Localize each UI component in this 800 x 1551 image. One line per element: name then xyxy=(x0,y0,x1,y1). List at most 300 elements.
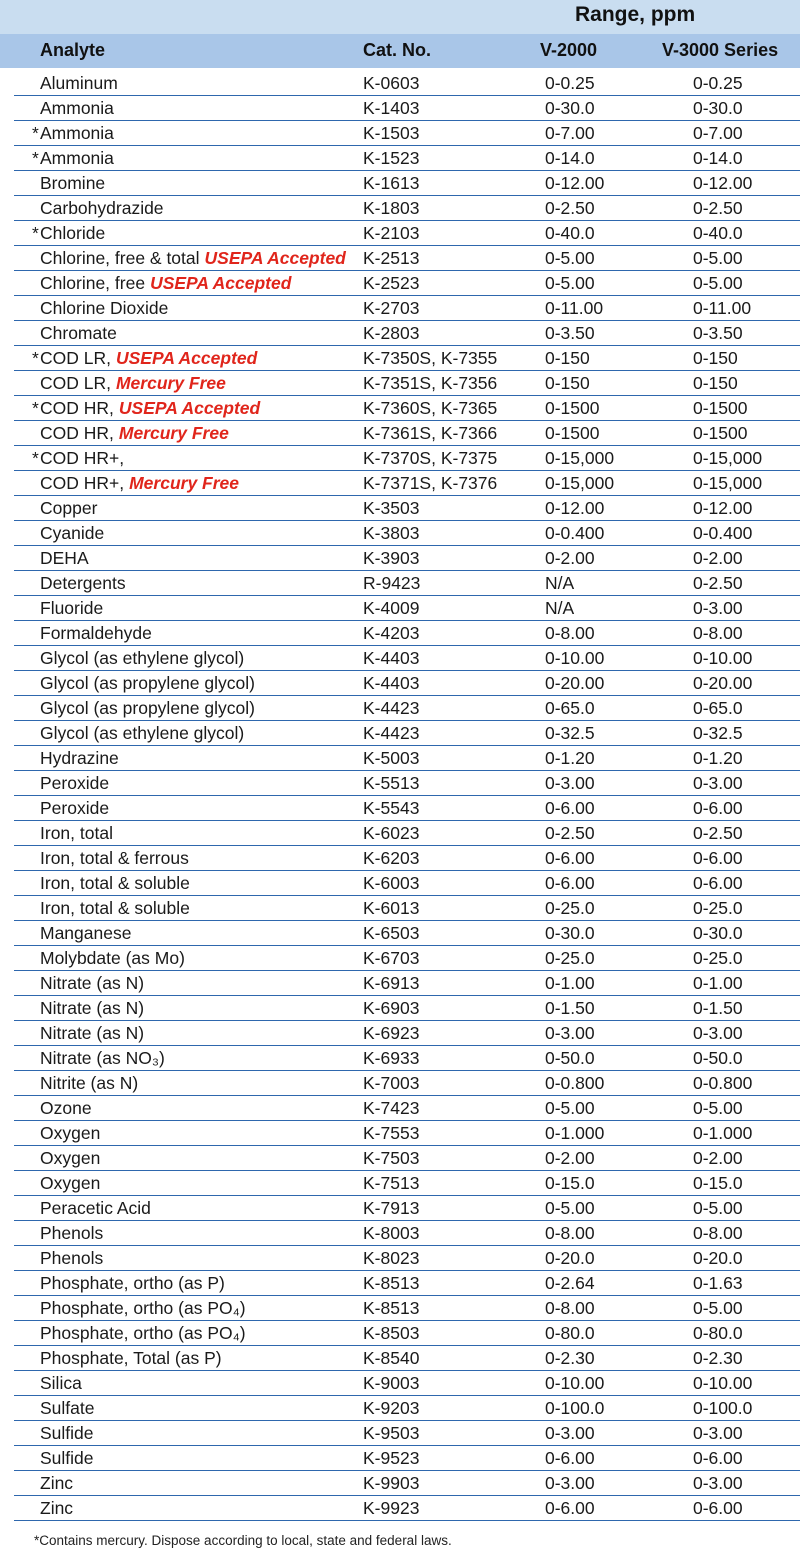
cat-no: K-1403 xyxy=(363,98,420,118)
cat-no: K-7003 xyxy=(363,1073,420,1093)
analyte-name: Glycol (as propylene glycol) xyxy=(40,673,255,693)
table-row xyxy=(14,246,800,271)
cat-no: K-9003 xyxy=(363,1373,420,1393)
cat-no: R-9423 xyxy=(363,573,421,593)
table-row xyxy=(14,696,800,721)
table-row xyxy=(14,471,800,496)
table-row xyxy=(14,146,800,171)
table-row xyxy=(14,546,800,571)
mercury-marker: * xyxy=(32,398,39,418)
analyte-name: Molybdate (as Mo) xyxy=(40,948,185,968)
analyte-name: Formaldehyde xyxy=(40,623,152,643)
analyte-table-body xyxy=(0,71,800,1521)
table-row xyxy=(14,1121,800,1146)
table-row xyxy=(14,821,800,846)
accreditation-note: Mercury Free xyxy=(129,473,240,493)
v2000-range: 0-6.00 xyxy=(545,1498,595,1518)
analyte-name xyxy=(40,472,239,494)
v2000-range: 0-10.00 xyxy=(545,1373,605,1393)
v3000-range: 0-5.00 xyxy=(693,1198,743,1218)
v3000-range: 0-6.00 xyxy=(693,1448,743,1468)
analyte-name: Silica xyxy=(40,1373,82,1393)
analyte-name: Phosphate, Total (as P) xyxy=(40,1348,222,1368)
v3000-range: 0-1.000 xyxy=(693,1123,753,1143)
v2000-range: 0-15,000 xyxy=(545,448,615,468)
analyte-name: Oxygen xyxy=(40,1173,101,1193)
cat-no: K-4403 xyxy=(363,648,420,668)
analyte-name: Fluoride xyxy=(40,598,104,618)
v3000-range: 0-6.00 xyxy=(693,1498,743,1518)
analyte-name: Oxygen xyxy=(40,1148,101,1168)
cat-no: K-2513 xyxy=(363,248,420,268)
analyte-name: Manganese xyxy=(40,923,132,943)
cat-no: K-7361S, K-7366 xyxy=(363,423,498,443)
analyte-name xyxy=(40,347,257,369)
analyte-name: Ammonia xyxy=(40,123,114,143)
table-row xyxy=(14,571,800,596)
v3000-range: 0-10.00 xyxy=(693,648,753,668)
accreditation-note: USEPA Accepted xyxy=(204,248,346,268)
v2000-range: 0-30.0 xyxy=(545,98,595,118)
analyte-name xyxy=(40,247,346,269)
analyte-name: Sulfate xyxy=(40,1398,95,1418)
cat-no: K-7371S, K-7376 xyxy=(363,473,498,493)
accreditation-note: USEPA Accepted xyxy=(115,348,258,368)
table-row xyxy=(14,121,800,146)
table-row xyxy=(14,1046,800,1071)
table-row xyxy=(14,96,800,121)
v3000-range: 0-3.00 xyxy=(693,598,743,618)
v3000-range: 0-8.00 xyxy=(693,1223,743,1243)
table-row xyxy=(14,621,800,646)
analyte-name-text: COD HR+, xyxy=(40,473,125,493)
table-row xyxy=(14,1271,800,1296)
v2000-range: 0-5.00 xyxy=(545,1198,595,1218)
v3000-range: 0-10.00 xyxy=(693,1373,753,1393)
v2000-range: 0-32.5 xyxy=(545,723,595,743)
analyte-name: Peroxide xyxy=(40,798,110,818)
v2000-range: 0-80.0 xyxy=(545,1323,595,1343)
v3000-range: 0-15.0 xyxy=(693,1173,743,1193)
v3000-range: 0-3.00 xyxy=(693,1473,743,1493)
table-row xyxy=(14,971,800,996)
table-row xyxy=(14,521,800,546)
analyte-name: Ozone xyxy=(40,1098,92,1118)
cat-no: K-1613 xyxy=(363,173,420,193)
cat-no: K-5543 xyxy=(363,798,420,818)
table-row xyxy=(14,1071,800,1096)
cat-no: K-4423 xyxy=(363,698,420,718)
v3000-range: 0-7.00 xyxy=(693,123,743,143)
v2000-range: 0-20.0 xyxy=(545,1248,595,1268)
v2000-range: 0-1500 xyxy=(545,398,600,418)
analyte-name: Iron, total & soluble xyxy=(40,873,190,893)
analyte-name: Glycol (as ethylene glycol) xyxy=(40,723,245,743)
v2000-range: 0-3.00 xyxy=(545,773,595,793)
v3000-range: 0-40.0 xyxy=(693,223,743,243)
v2000-range: 0-3.50 xyxy=(545,323,595,343)
v2000-range: 0-15,000 xyxy=(545,473,615,493)
analyte-name: Detergents xyxy=(40,573,126,593)
cat-no: K-4423 xyxy=(363,723,420,743)
v3000-range: 0-2.50 xyxy=(693,573,743,593)
analyte-name xyxy=(40,272,291,294)
v3000-range: 0-1.20 xyxy=(693,748,743,768)
table-row xyxy=(14,846,800,871)
cat-no: K-9903 xyxy=(363,1473,420,1493)
analyte-name: Phenols xyxy=(40,1223,104,1243)
v2000-range: 0-50.0 xyxy=(545,1048,595,1068)
v3000-range: 0-80.0 xyxy=(693,1323,743,1343)
v2000-range: 0-8.00 xyxy=(545,1298,595,1318)
v3000-range: 0-20.00 xyxy=(693,673,753,693)
analyte-name: Phosphate, ortho (as PO₄) xyxy=(40,1298,246,1318)
mercury-marker: * xyxy=(32,448,39,468)
table-row xyxy=(14,1021,800,1046)
analyte-name: Aluminum xyxy=(40,73,118,93)
analyte-name-text: Chlorine, free & total xyxy=(40,248,200,268)
v3000-range: 0-2.50 xyxy=(693,198,743,218)
table-row xyxy=(14,371,800,396)
analyte-name: Nitrate (as NO₃) xyxy=(40,1048,165,1068)
cat-no: K-7913 xyxy=(363,1198,420,1218)
mercury-marker: * xyxy=(32,223,39,243)
cat-no: K-6003 xyxy=(363,873,420,893)
accreditation-note: USEPA Accepted xyxy=(150,273,292,293)
analyte-name-text: Chlorine, free xyxy=(40,273,146,293)
cat-no: K-9503 xyxy=(363,1423,420,1443)
v3000-range: 0-100.0 xyxy=(693,1398,753,1418)
analyte-name: Iron, total & ferrous xyxy=(40,848,189,868)
v3000-range: 0-1.63 xyxy=(693,1273,743,1293)
table-row xyxy=(14,771,800,796)
v3000-range: 0-1500 xyxy=(693,423,748,443)
v3000-range: 0-1500 xyxy=(693,398,748,418)
v2000-range: 0-11.00 xyxy=(545,298,604,318)
v2000-range: 0-2.30 xyxy=(545,1348,595,1368)
cat-no: K-6923 xyxy=(363,1023,420,1043)
table-row xyxy=(14,346,800,371)
v2000-range: N/A xyxy=(545,598,575,618)
v3000-range: 0-30.0 xyxy=(693,98,743,118)
v2000-range: 0-0.25 xyxy=(545,73,595,93)
v2000-range: 0-0.400 xyxy=(545,523,605,543)
v2000-range: 0-1.20 xyxy=(545,748,595,768)
analyte-name: Phosphate, ortho (as P) xyxy=(40,1273,225,1293)
table-row xyxy=(14,721,800,746)
cat-no: K-8023 xyxy=(363,1248,420,1268)
v2000-range: 0-5.00 xyxy=(545,273,595,293)
table-row xyxy=(14,1496,800,1521)
v2000-range: 0-5.00 xyxy=(545,248,595,268)
v2000-range: 0-14.0 xyxy=(545,148,595,168)
v2000-range: 0-25.0 xyxy=(545,898,595,918)
cat-no: K-6933 xyxy=(363,1048,420,1068)
v2000-range: 0-3.00 xyxy=(545,1423,595,1443)
table-row xyxy=(14,896,800,921)
cat-no: K-8003 xyxy=(363,1223,420,1243)
table-row xyxy=(14,221,800,246)
v2000-range: 0-8.00 xyxy=(545,623,595,643)
v3000-range: 0-2.00 xyxy=(693,1148,743,1168)
v2000-range: 0-7.00 xyxy=(545,123,595,143)
table-row xyxy=(14,421,800,446)
cat-no: K-7370S, K-7375 xyxy=(363,448,498,468)
v2000-range: 0-0.800 xyxy=(545,1073,605,1093)
v2000-range: 0-40.0 xyxy=(545,223,595,243)
table-row xyxy=(14,1096,800,1121)
analyte-name: Nitrate (as N) xyxy=(40,973,145,993)
table-row xyxy=(14,596,800,621)
v3000-range: 0-5.00 xyxy=(693,1098,743,1118)
analyte-name: DEHA xyxy=(40,548,89,568)
v3000-range: 0-2.00 xyxy=(693,548,743,568)
table-row xyxy=(14,271,800,296)
v3000-range: 0-0.800 xyxy=(693,1073,753,1093)
v3000-range: 0-11.00 xyxy=(693,298,752,318)
v3000-range: 0-5.00 xyxy=(693,273,743,293)
v3000-range: 0-20.0 xyxy=(693,1248,743,1268)
v2000-range: 0-1500 xyxy=(545,423,600,443)
table-row xyxy=(14,921,800,946)
v2000-range: 0-6.00 xyxy=(545,798,595,818)
footnote: *Contains mercury. Dispose according to local, state and federal laws. xyxy=(34,1533,452,1548)
v3000-range: 0-30.0 xyxy=(693,923,743,943)
cat-no: K-6903 xyxy=(363,998,420,1018)
table-row xyxy=(14,1321,800,1346)
analyte-name: Glycol (as propylene glycol) xyxy=(40,698,255,718)
v3000-range: 0-15,000 xyxy=(693,473,763,493)
v2000-range: 0-100.0 xyxy=(545,1398,605,1418)
analyte-name-text: COD LR, xyxy=(40,373,111,393)
v3000-range: 0-65.0 xyxy=(693,698,743,718)
analyte-name: Phenols xyxy=(40,1248,104,1268)
cat-no: K-9203 xyxy=(363,1398,420,1418)
cat-no: K-3503 xyxy=(363,498,420,518)
analyte-name-text: COD LR, xyxy=(40,348,111,368)
v2000-range: 0-12.00 xyxy=(545,173,605,193)
cat-no: K-6023 xyxy=(363,823,420,843)
analyte-name: Peroxide xyxy=(40,773,110,793)
v2000-range: 0-6.00 xyxy=(545,873,595,893)
v3000-range: 0-6.00 xyxy=(693,873,743,893)
analyte-name: Bromine xyxy=(40,173,106,193)
cat-no: K-3803 xyxy=(363,523,420,543)
table-row xyxy=(14,671,800,696)
v2000-range: 0-8.00 xyxy=(545,1223,595,1243)
table-row xyxy=(14,321,800,346)
cat-no: K-2523 xyxy=(363,273,420,293)
analyte-name: Ammonia xyxy=(40,98,114,118)
cat-no: K-9923 xyxy=(363,1498,420,1518)
cat-no: K-7360S, K-7365 xyxy=(363,398,498,418)
analyte-name: Ammonia xyxy=(40,148,114,168)
accreditation-note: USEPA Accepted xyxy=(118,398,261,418)
v3000-range: 0-5.00 xyxy=(693,1298,743,1318)
v3000-range: 0-14.0 xyxy=(693,148,743,168)
table-row xyxy=(14,1371,800,1396)
v3000-range: 0-5.00 xyxy=(693,248,743,268)
analyte-name: Carbohydrazide xyxy=(40,198,164,218)
table-row xyxy=(14,296,800,321)
analyte-name: Chlorine Dioxide xyxy=(40,298,169,318)
v3000-range: 0-3.00 xyxy=(693,1423,743,1443)
analyte-name xyxy=(40,372,226,394)
cat-no: K-5513 xyxy=(363,773,420,793)
analyte-name: Hydrazine xyxy=(40,748,119,768)
cat-no: K-7351S, K-7356 xyxy=(363,373,498,393)
cat-no: K-4403 xyxy=(363,673,420,693)
column-header-row xyxy=(0,34,800,68)
cat-no: K-1503 xyxy=(363,123,420,143)
cat-no: K-7513 xyxy=(363,1173,420,1193)
v2000-range: 0-1.50 xyxy=(545,998,595,1018)
v2000-range: 0-6.00 xyxy=(545,848,595,868)
table-row xyxy=(14,1246,800,1271)
table-row xyxy=(14,1396,800,1421)
v3000-range: 0-6.00 xyxy=(693,848,743,868)
cat-no: K-1523 xyxy=(363,148,420,168)
v2000-range: N/A xyxy=(545,573,575,593)
table-row xyxy=(14,646,800,671)
v3000-range: 0-1.00 xyxy=(693,973,743,993)
range-header-band xyxy=(0,0,800,34)
v3000-range: 0-150 xyxy=(693,373,738,393)
analyte-name: Nitrite (as N) xyxy=(40,1073,139,1093)
v3000-range: 0-32.5 xyxy=(693,723,743,743)
analyte-name: Peracetic Acid xyxy=(40,1198,151,1218)
table-row xyxy=(14,1146,800,1171)
v3000-range: 0-25.0 xyxy=(693,948,743,968)
cat-no: K-4203 xyxy=(363,623,420,643)
column-header-v3000: V-3000 Series xyxy=(662,40,779,60)
table-row xyxy=(14,1196,800,1221)
v2000-range: 0-150 xyxy=(545,373,590,393)
mercury-marker: * xyxy=(32,148,39,168)
cat-no: K-7553 xyxy=(363,1123,420,1143)
analyte-name: Zinc xyxy=(40,1473,74,1493)
table-row xyxy=(14,496,800,521)
analyte-name: Iron, total & soluble xyxy=(40,898,190,918)
cat-no: K-3903 xyxy=(363,548,420,568)
column-header-cat-no: Cat. No. xyxy=(363,40,432,60)
accreditation-note: Mercury Free xyxy=(118,423,229,443)
v3000-range: 0-8.00 xyxy=(693,623,743,643)
analyte-name: Chloride xyxy=(40,223,106,243)
analyte-name: Glycol (as ethylene glycol) xyxy=(40,648,245,668)
cat-no: K-6913 xyxy=(363,973,420,993)
cat-no: K-0603 xyxy=(363,73,420,93)
v3000-range: 0-2.30 xyxy=(693,1348,743,1368)
cat-no: K-6703 xyxy=(363,948,420,968)
analyte-name-text: COD HR, xyxy=(40,423,114,443)
v2000-range: 0-2.00 xyxy=(545,1148,595,1168)
v3000-range: 0-150 xyxy=(693,348,738,368)
analyte-name-text: COD HR, xyxy=(40,398,114,418)
cat-no: K-6203 xyxy=(363,848,420,868)
v2000-range: 0-12.00 xyxy=(545,498,605,518)
table-row xyxy=(14,746,800,771)
v2000-range: 0-15.0 xyxy=(545,1173,595,1193)
table-row xyxy=(14,196,800,221)
v2000-range: 0-3.00 xyxy=(545,1023,595,1043)
range-title: Range, ppm xyxy=(575,3,696,26)
v2000-range: 0-1.000 xyxy=(545,1123,605,1143)
table-row xyxy=(14,1221,800,1246)
cat-no: K-7350S, K-7355 xyxy=(363,348,498,368)
table-row xyxy=(14,1421,800,1446)
v2000-range: 0-30.0 xyxy=(545,923,595,943)
v3000-range: 0-3.00 xyxy=(693,773,743,793)
cat-no: K-8540 xyxy=(363,1348,420,1368)
analyte-name: Iron, total xyxy=(40,823,113,843)
table-row xyxy=(14,1171,800,1196)
v3000-range: 0-0.400 xyxy=(693,523,753,543)
analyte-name: Cyanide xyxy=(40,523,105,543)
column-header-analyte: Analyte xyxy=(40,40,106,60)
v3000-range: 0-6.00 xyxy=(693,798,743,818)
v3000-range: 0-25.0 xyxy=(693,898,743,918)
cat-no: K-6503 xyxy=(363,923,420,943)
cat-no: K-2703 xyxy=(363,298,420,318)
table-row xyxy=(14,996,800,1021)
table-row xyxy=(14,396,800,421)
analyte-name xyxy=(40,397,260,419)
v2000-range: 0-65.0 xyxy=(545,698,595,718)
analyte-name: Sulfide xyxy=(40,1423,94,1443)
table-row xyxy=(14,796,800,821)
v2000-range: 0-2.50 xyxy=(545,823,595,843)
analyte-name: Nitrate (as N) xyxy=(40,1023,145,1043)
cat-no: K-7503 xyxy=(363,1148,420,1168)
cat-no: K-2803 xyxy=(363,323,420,343)
v2000-range: 0-25.0 xyxy=(545,948,595,968)
v2000-range: 0-1.00 xyxy=(545,973,595,993)
v3000-range: 0-2.50 xyxy=(693,823,743,843)
analyte-name: Oxygen xyxy=(40,1123,101,1143)
cat-no: K-7423 xyxy=(363,1098,420,1118)
table-row xyxy=(14,171,800,196)
table-row xyxy=(14,946,800,971)
analyte-name: Copper xyxy=(40,498,98,518)
analyte-name: Nitrate (as N) xyxy=(40,998,145,1018)
cat-no: K-9523 xyxy=(363,1448,420,1468)
table-row xyxy=(14,1471,800,1496)
v2000-range: 0-150 xyxy=(545,348,590,368)
analyte-name: Sulfide xyxy=(40,1448,94,1468)
v2000-range: 0-2.64 xyxy=(545,1273,595,1293)
table-row xyxy=(14,446,800,471)
v2000-range: 0-6.00 xyxy=(545,1448,595,1468)
accreditation-note: Mercury Free xyxy=(115,373,226,393)
analyte-name: Zinc xyxy=(40,1498,74,1518)
v3000-range: 0-50.0 xyxy=(693,1048,743,1068)
cat-no: K-8513 xyxy=(363,1298,420,1318)
cat-no: K-2103 xyxy=(363,223,420,243)
mercury-marker: * xyxy=(32,348,39,368)
v3000-range: 0-3.50 xyxy=(693,323,743,343)
analyte-name xyxy=(40,422,229,444)
table-row xyxy=(14,871,800,896)
v2000-range: 0-20.00 xyxy=(545,673,605,693)
cat-no: K-8513 xyxy=(363,1273,420,1293)
v3000-range: 0-12.00 xyxy=(693,173,753,193)
v3000-range: 0-1.50 xyxy=(693,998,743,1018)
cat-no: K-4009 xyxy=(363,598,420,618)
cat-no: K-8503 xyxy=(363,1323,420,1343)
table-row xyxy=(14,1296,800,1321)
v2000-range: 0-2.00 xyxy=(545,548,595,568)
